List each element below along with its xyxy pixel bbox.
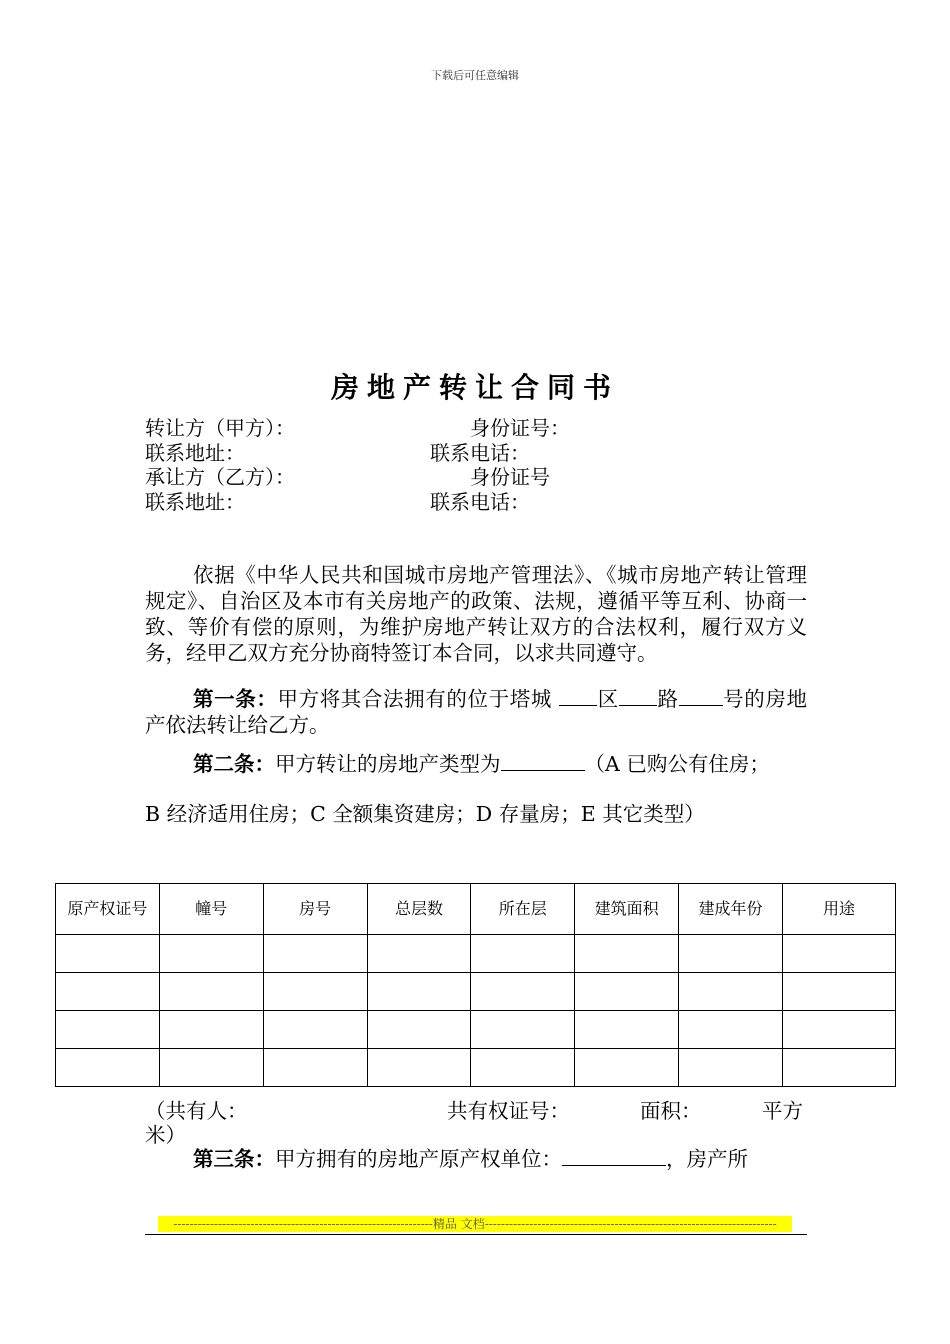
table-cell[interactable] <box>783 973 896 1011</box>
table-cell[interactable] <box>367 1011 471 1049</box>
table-header-row <box>56 884 896 935</box>
co-owner-label: （共有人： <box>145 1099 248 1123</box>
transferor-address-label: 联系地址： <box>145 441 245 465</box>
table-header-cell: 原产权证号 <box>56 884 160 935</box>
footer-divider <box>145 1234 807 1235</box>
transferee-phone-label: 联系电话： <box>430 490 530 514</box>
table-cell[interactable] <box>263 973 367 1011</box>
transferee-label: 承让方（乙方）： <box>145 465 295 489</box>
table-cell[interactable] <box>575 1011 679 1049</box>
co-owner-area-label: 面积： <box>640 1099 702 1123</box>
article-2-text-a: 甲方转让的房地产类型为 <box>275 752 501 776</box>
article-2-line-1 <box>193 747 770 777</box>
transferor-id-label: 身份证号： <box>470 416 570 440</box>
table-cell[interactable] <box>575 935 679 973</box>
article-2-line-2: B 经济适用住房；C 全额集资建房；D 存量房；E 其它类型） <box>145 802 705 826</box>
table-cell[interactable] <box>783 935 896 973</box>
transferee-address-label: 联系地址： <box>145 490 245 514</box>
article-1-text-b: 区 <box>597 687 619 711</box>
table-cell[interactable] <box>263 1049 367 1087</box>
table-cell[interactable] <box>56 935 160 973</box>
table-row <box>56 935 896 973</box>
table-cell[interactable] <box>159 1049 263 1087</box>
table-cell[interactable] <box>56 1049 160 1087</box>
table-cell[interactable] <box>783 1011 896 1049</box>
table-cell[interactable] <box>679 1049 783 1087</box>
table-header-cell: 幢号 <box>159 884 263 935</box>
table-cell[interactable] <box>56 1011 160 1049</box>
footer-dashes-left: ---------------------------------------------------------------- <box>173 1217 433 1231</box>
table-header-cell: 用途 <box>783 884 896 935</box>
article-1-text-d: 号的房地产依法转让给乙方。 <box>145 687 808 737</box>
table-cell[interactable] <box>159 1011 263 1049</box>
table-header-cell: 总层数 <box>367 884 471 935</box>
table-header-cell: 所在层 <box>471 884 575 935</box>
footer-dashes-right: ------------------------------------------------------------------------ <box>484 1217 777 1231</box>
table-header-cell: 建成年份 <box>679 884 783 935</box>
table-cell[interactable] <box>367 1049 471 1087</box>
co-owner-unit-a: 平方 <box>762 1099 803 1123</box>
property-table <box>55 883 896 1087</box>
header-note: 下载后可任意编辑 <box>431 69 519 82</box>
table-row <box>56 1049 896 1087</box>
intro-paragraph: 依据《中华人民共和国城市房地产管理法》、《城市房地产转让管理规定》、自治区及本市有关房地产的政策、法规，遵循平等互利、协商一致、等价有偿的原则，为维护房地产转让双方的合法权利，履行双方义务，经甲乙双方充分协商特签订本合同，以求共同遵守。 <box>145 563 807 665</box>
article-1-text-c: 路 <box>656 687 679 711</box>
type-blank <box>501 752 585 771</box>
transferor-label: 转让方（甲方）： <box>145 416 295 440</box>
article-3 <box>193 1142 748 1172</box>
table-row <box>56 1011 896 1049</box>
table-cell[interactable] <box>159 935 263 973</box>
article-2-label: 第二条： <box>193 752 275 776</box>
article-1-text-a: 甲方将其合法拥有的位于塔城 <box>277 687 552 711</box>
table-cell[interactable] <box>679 973 783 1011</box>
table-cell[interactable] <box>679 1011 783 1049</box>
table-cell[interactable] <box>263 935 367 973</box>
article-3-label: 第三条： <box>193 1147 275 1171</box>
table-cell[interactable] <box>159 973 263 1011</box>
table-cell[interactable] <box>367 973 471 1011</box>
table-cell[interactable] <box>56 973 160 1011</box>
number-blank <box>679 687 723 706</box>
table-cell[interactable] <box>367 935 471 973</box>
table-cell[interactable] <box>471 973 575 1011</box>
transferee-id-label: 身份证号 <box>470 465 550 489</box>
original-unit-blank <box>562 1147 666 1166</box>
co-owner-cert-label: 共有权证号： <box>447 1099 570 1123</box>
table-cell[interactable] <box>679 935 783 973</box>
table-cell[interactable] <box>471 935 575 973</box>
table-cell[interactable] <box>783 1049 896 1087</box>
page-title: 房地产转让合同书 <box>330 371 619 404</box>
table-cell[interactable] <box>263 1011 367 1049</box>
article-1-label: 第一条： <box>193 687 278 711</box>
table-header-cell: 建筑面积 <box>575 884 679 935</box>
article-3-text-a: 甲方拥有的房地产原产权单位： <box>275 1147 562 1171</box>
table-cell[interactable] <box>471 1011 575 1049</box>
table-cell[interactable] <box>575 973 679 1011</box>
footer-text: 精品 文档 <box>432 1217 485 1231</box>
article-2-text-b: （A 已购公有住房； <box>584 752 770 776</box>
table-row <box>56 973 896 1011</box>
table-cell[interactable] <box>575 1049 679 1087</box>
district-blank <box>559 687 597 706</box>
article-1 <box>145 686 807 738</box>
co-owner-unit-b: 米） <box>145 1123 186 1147</box>
footer-banner <box>158 1216 792 1232</box>
article-3-text-b: ，房产所 <box>666 1147 748 1171</box>
road-blank <box>619 687 657 706</box>
table-header-cell: 房号 <box>263 884 367 935</box>
transferor-phone-label: 联系电话： <box>430 441 530 465</box>
table-cell[interactable] <box>471 1049 575 1087</box>
